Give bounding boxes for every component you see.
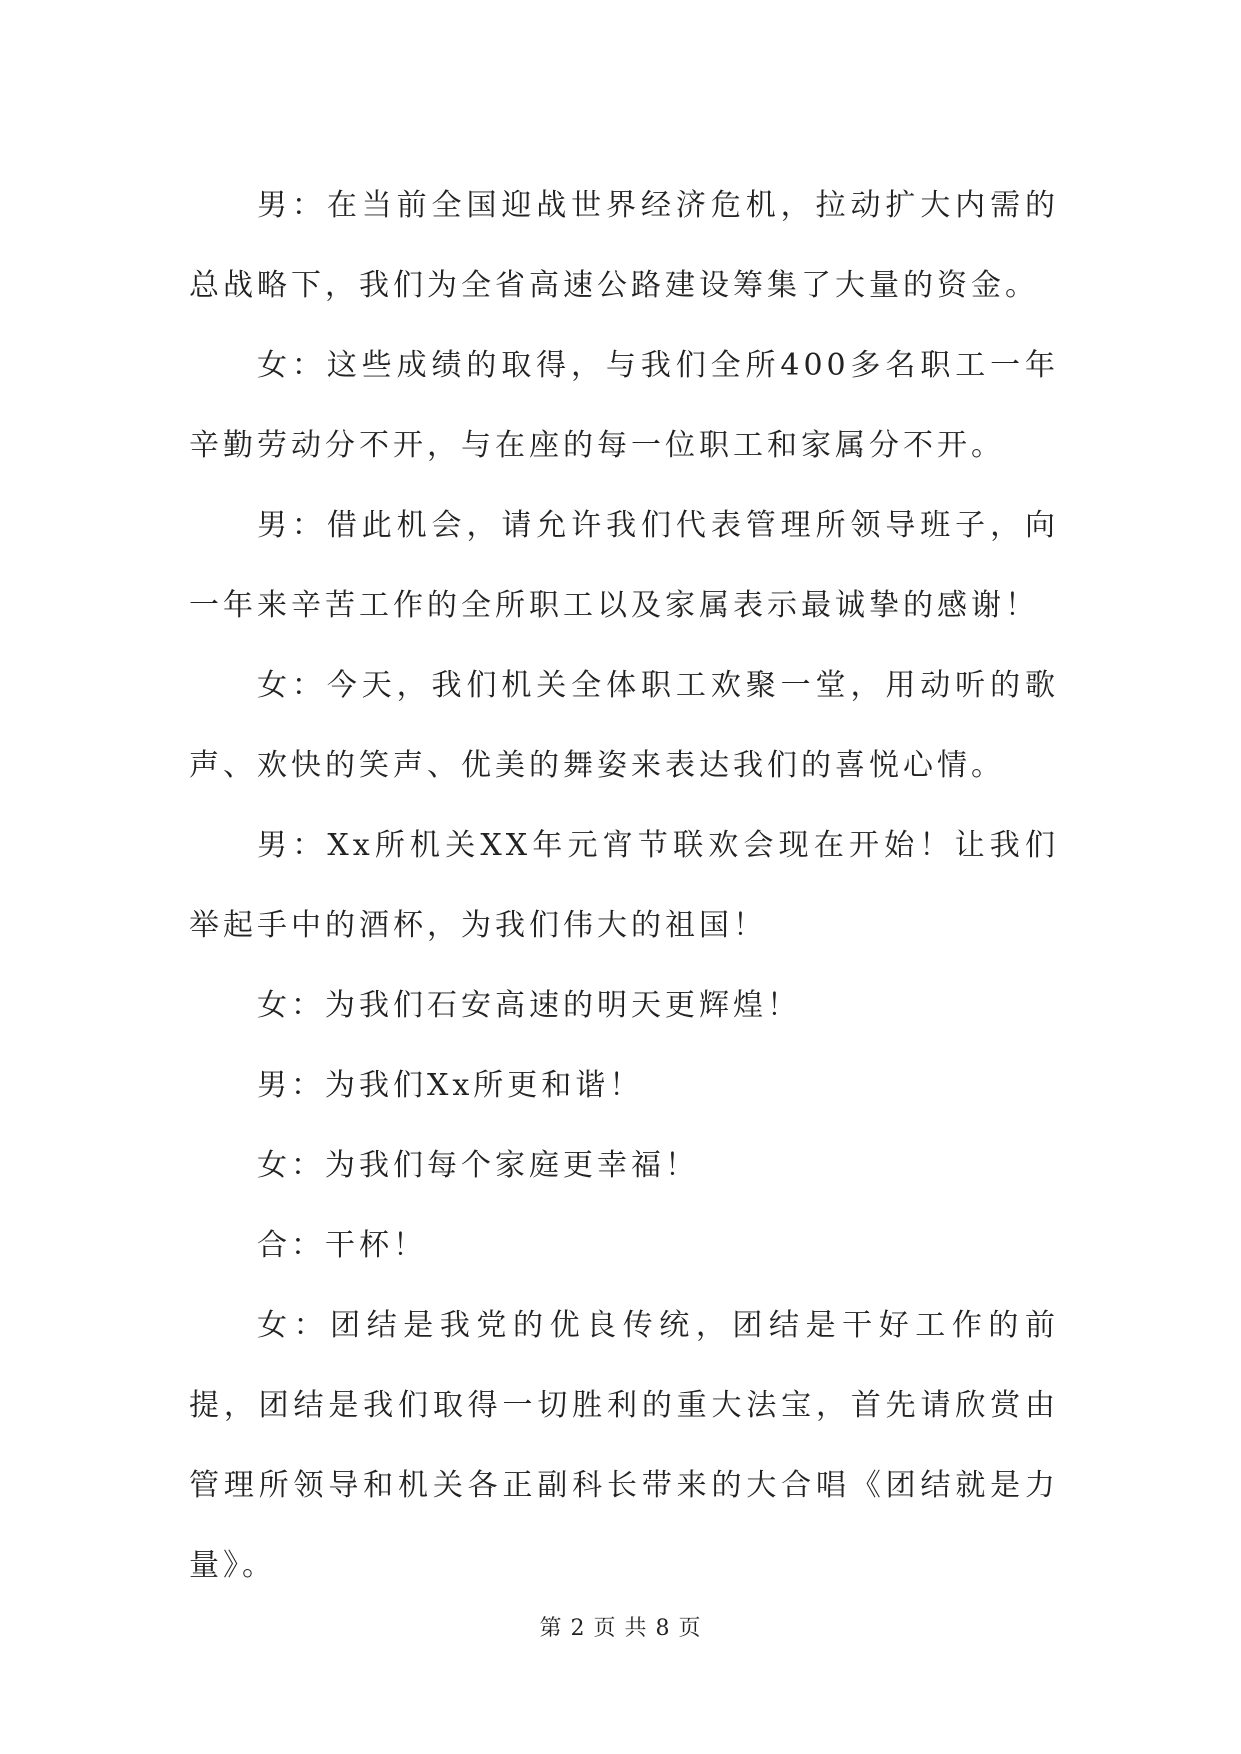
paragraph: 男：在当前全国迎战世界经济危机，拉动扩大内需的总战略下，我们为全省高速公路建设筹集了大量的资金。 <box>189 188 1059 303</box>
paragraph: 女：为我们石安高速的明天更辉煌！ <box>257 988 801 1023</box>
paragraph: 女：这些成绩的取得，与我们全所400多名职工一年辛勤劳动分不开，与在座的每一位职工和家属分不开。 <box>189 348 1059 463</box>
paragraph: 合：干杯！ <box>257 1228 427 1263</box>
paragraph: 女：今天，我们机关全体职工欢聚一堂，用动听的歌声、欢快的笑声、优美的舞姿来表达我们的喜悦心情。 <box>189 668 1059 783</box>
paragraph: 男：借此机会，请允许我们代表管理所领导班子，向一年来辛苦工作的全所职工以及家属表示最诚挚的感谢！ <box>189 508 1059 623</box>
document-body <box>189 166 1059 1606</box>
page-footer <box>0 1614 1241 1644</box>
paragraph: 女：团结是我党的优良传统，团结是干好工作的前提，团结是我们取得一切胜利的重大法宝，首先请欣赏由管理所领导和机关各正副科长带来的大合唱《团结就是力量》。 <box>189 1308 1059 1583</box>
page-number-label: 第 2 页 共 8 页 <box>539 1616 702 1641</box>
paragraph: 男：为我们Xx所更和谐！ <box>257 1068 644 1103</box>
paragraph: 男：Xx所机关XX年元宵节联欢会现在开始！让我们举起手中的酒杯，为我们伟大的祖国！ <box>189 828 1059 943</box>
paragraph: 女：为我们每个家庭更幸福！ <box>257 1148 699 1183</box>
